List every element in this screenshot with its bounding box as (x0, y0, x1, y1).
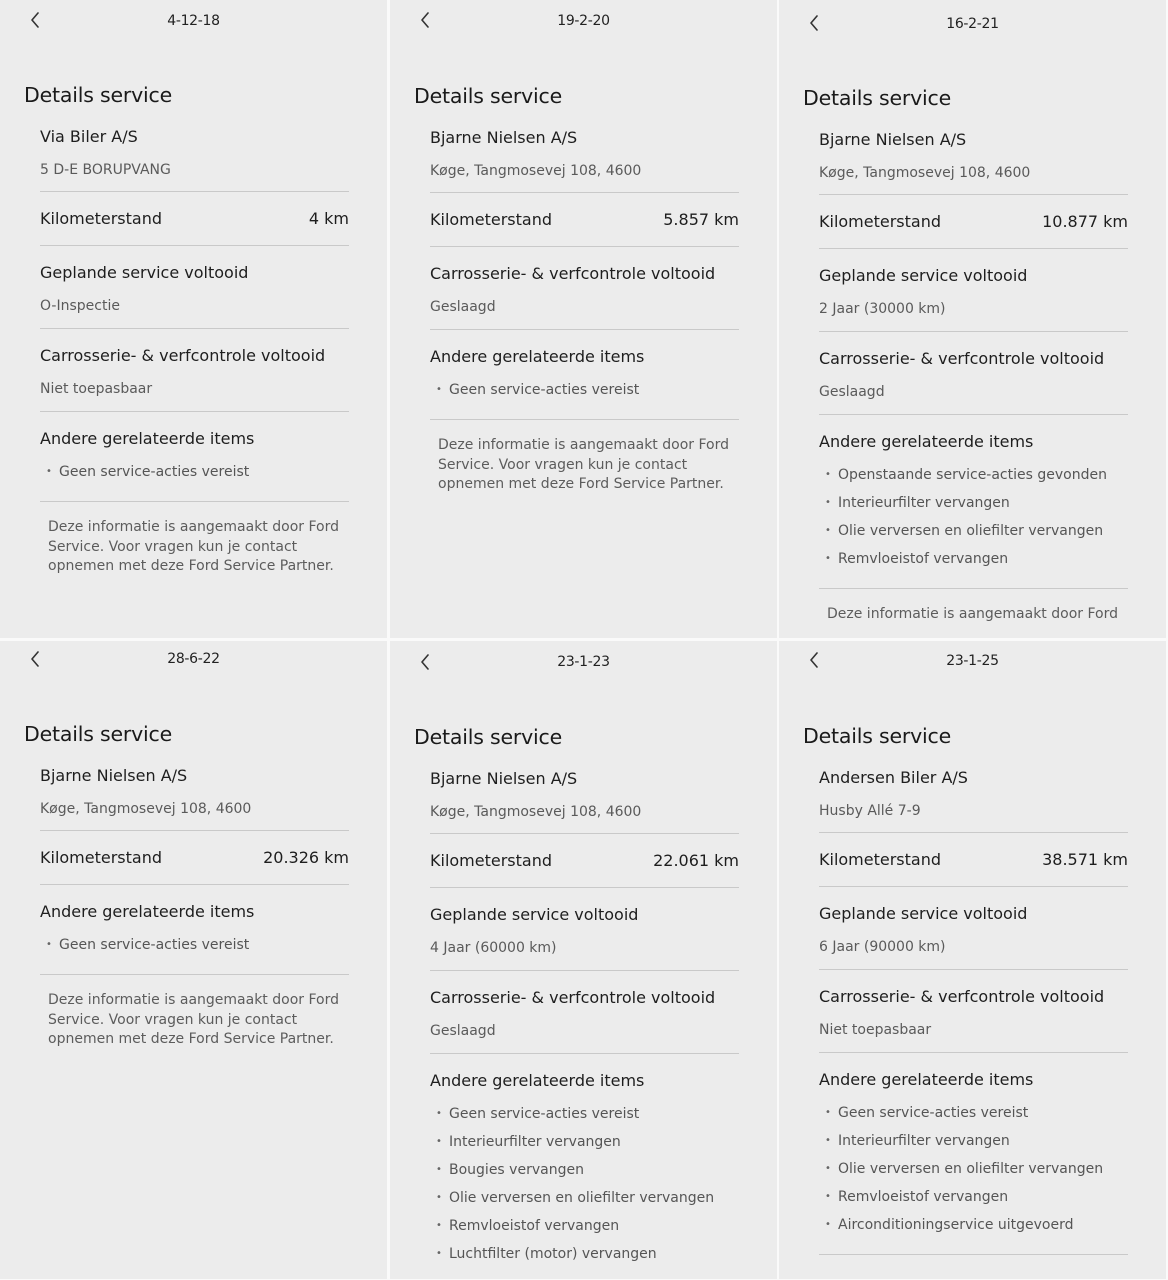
body-paint-check-section (40, 329, 349, 412)
service-detail-screen (0, 0, 387, 638)
body-paint-check-label: Carrosserie- & verfcontrole voltooid (430, 988, 716, 1007)
page-title: Details service (24, 83, 173, 107)
dealer-address: Køge, Tangmosevej 108, 4600 (430, 804, 642, 820)
related-items-label: Andere gerelateerde items (819, 1070, 1034, 1089)
planned-service-label: Geplande service voltooid (40, 263, 249, 282)
related-items-list (430, 367, 739, 419)
list-item: • Interieurfilter vervangen (819, 494, 1128, 512)
related-items-label: Andere gerelateerde items (819, 432, 1034, 451)
service-date: 23-1-25 (946, 653, 999, 669)
planned-service-label: Geplande service voltooid (430, 905, 639, 924)
service-date: 4-12-18 (167, 13, 220, 29)
related-items-list (430, 1091, 739, 1279)
top-bar (779, 641, 1166, 681)
dealer-name: Bjarne Nielsen A/S (819, 130, 967, 149)
mileage-row (430, 834, 739, 887)
planned-service-value: O-Inspectie (40, 298, 120, 314)
mileage-row (40, 831, 349, 884)
mileage-label: Kilometerstand (40, 848, 163, 867)
mileage-row (819, 195, 1128, 248)
dealer-address: Køge, Tangmosevej 108, 4600 (819, 165, 1031, 181)
dealer-section (819, 766, 1128, 833)
list-item: • Openstaande service-acties gevonden (819, 466, 1128, 484)
list-item: • Geen service-acties vereist (430, 1105, 739, 1123)
list-item: • Interieurfilter vervangen (430, 1133, 739, 1151)
list-item: • Remvloeistof vervangen (430, 1217, 739, 1235)
list-item: • Geen service-acties vereist (40, 936, 349, 954)
details-content (414, 84, 777, 495)
planned-service-value: 4 Jaar (60000 km) (430, 940, 557, 956)
mileage-label: Kilometerstand (430, 210, 553, 229)
body-paint-check-section (430, 971, 739, 1054)
related-items-section (819, 415, 1128, 589)
body-paint-check-label: Carrosserie- & verfcontrole voltooid (430, 264, 716, 283)
service-date: 28-6-22 (167, 651, 220, 667)
list-item: • Remvloeistof vervangen (819, 550, 1128, 568)
page-title: Details service (24, 722, 173, 746)
planned-service-section (819, 249, 1128, 332)
body-paint-check-value: Niet toepasbaar (40, 381, 153, 397)
mileage-value: 4 km (308, 209, 349, 228)
mileage-value: 38.571 km (1042, 850, 1128, 869)
dealer-address: Køge, Tangmosevej 108, 4600 (430, 163, 642, 179)
list-item: • Olie verversen en oliefilter vervangen (819, 522, 1128, 540)
list-item: • Geen service-acties vereist (430, 381, 739, 399)
related-items-label: Andere gerelateerde items (430, 1071, 645, 1090)
dealer-name: Bjarne Nielsen A/S (430, 128, 578, 147)
mileage-label: Kilometerstand (819, 212, 942, 231)
page-title: Details service (803, 724, 952, 748)
list-item: • Geen service-acties vereist (819, 1104, 1128, 1122)
body-paint-check-section (819, 970, 1128, 1053)
dealer-address: Husby Allé 7-9 (819, 803, 921, 819)
related-items-list (40, 449, 349, 501)
service-detail-screen (390, 641, 777, 1279)
body-paint-check-value: Geslaagd (430, 299, 496, 315)
mileage-value: 10.877 km (1042, 212, 1128, 231)
body-paint-check-label: Carrosserie- & verfcontrole voltooid (819, 349, 1105, 368)
list-item: • Airconditioningservice uitgevoerd (819, 1216, 1128, 1234)
list-item: • Geen service-acties vereist (40, 463, 349, 481)
page-title: Details service (414, 725, 563, 749)
dealer-section (819, 128, 1128, 195)
body-paint-check-value: Geslaagd (819, 384, 885, 400)
list-item: • Interieurfilter vervangen (819, 1132, 1128, 1150)
service-detail-screen (779, 641, 1166, 1279)
mileage-section (40, 192, 349, 246)
top-bar (0, 641, 387, 681)
info-note: Deze informatie is aangemaakt door Ford Service. Voor vragen kun je contact opnemen met deze Ford Service Partner. (48, 519, 339, 574)
planned-service-label: Geplande service voltooid (819, 266, 1028, 285)
list-item: • Remvloeistof vervangen (819, 1188, 1128, 1206)
dealer-section (430, 767, 739, 834)
list-item: • Luchtfilter (motor) vervangen (430, 1245, 739, 1263)
service-date: 23-1-23 (557, 654, 610, 670)
planned-service-section (819, 887, 1128, 970)
top-bar (0, 0, 387, 40)
related-items-section (430, 1054, 739, 1279)
related-items-label: Andere gerelateerde items (430, 347, 645, 366)
service-date: 19-2-20 (557, 13, 610, 29)
mileage-label: Kilometerstand (430, 851, 553, 870)
details-content (803, 86, 1166, 625)
info-note: Deze informatie is aangemaakt door Ford (827, 606, 1118, 622)
dealer-name: Bjarne Nielsen A/S (40, 766, 188, 785)
body-paint-check-label: Carrosserie- & verfcontrole voltooid (40, 346, 326, 365)
details-content (24, 83, 387, 577)
related-items-list (819, 1090, 1128, 1254)
list-item: • Olie verversen en oliefilter vervangen (819, 1160, 1128, 1178)
mileage-section (430, 193, 739, 247)
mileage-row (430, 193, 739, 246)
dealer-section (40, 764, 349, 831)
related-items-label: Andere gerelateerde items (40, 902, 255, 921)
dealer-section (430, 126, 739, 193)
top-bar (390, 0, 777, 40)
related-items-section (819, 1053, 1128, 1255)
list-item: • Bougies vervangen (430, 1161, 739, 1179)
planned-service-label: Geplande service voltooid (819, 904, 1028, 923)
related-items-list (40, 922, 349, 974)
top-bar (390, 641, 777, 681)
mileage-label: Kilometerstand (40, 209, 163, 228)
mileage-value: 20.326 km (263, 848, 349, 867)
mileage-section (40, 831, 349, 885)
page-title: Details service (803, 86, 952, 110)
body-paint-check-value: Niet toepasbaar (819, 1022, 932, 1038)
body-paint-check-value: Geslaagd (430, 1023, 496, 1039)
dealer-address: Køge, Tangmosevej 108, 4600 (40, 801, 252, 817)
info-note: Deze informatie is aangemaakt door Ford Service. Voor vragen kun je contact opnemen met deze Ford Service Partner. (48, 992, 339, 1047)
body-paint-check-label: Carrosserie- & verfcontrole voltooid (819, 987, 1105, 1006)
dealer-section (40, 125, 349, 192)
related-items-list (819, 452, 1128, 588)
mileage-section (819, 195, 1128, 249)
dealer-name: Via Biler A/S (40, 127, 138, 146)
service-detail-screen (779, 0, 1166, 638)
service-date: 16-2-21 (946, 16, 999, 32)
page-title: Details service (414, 84, 563, 108)
mileage-label: Kilometerstand (819, 850, 942, 869)
related-items-section (430, 330, 739, 420)
related-items-section (40, 885, 349, 975)
top-bar (779, 0, 1166, 40)
details-content (803, 724, 1166, 1255)
mileage-row (819, 833, 1128, 886)
related-items-label: Andere gerelateerde items (40, 429, 255, 448)
service-detail-screen (0, 641, 387, 1279)
mileage-row (40, 192, 349, 245)
dealer-address: 5 D-E BORUPVANG (40, 162, 171, 178)
body-paint-check-section (819, 332, 1128, 415)
service-detail-screen (390, 0, 777, 638)
info-note: Deze informatie is aangemaakt door Ford Service. Voor vragen kun je contact opnemen met deze Ford Service Partner. (438, 437, 729, 492)
body-paint-check-section (430, 247, 739, 330)
list-item: • Olie verversen en oliefilter vervangen (430, 1189, 739, 1207)
dealer-name: Bjarne Nielsen A/S (430, 769, 578, 788)
planned-service-section (40, 246, 349, 329)
details-content (24, 722, 387, 1050)
related-items-section (40, 412, 349, 502)
mileage-section (430, 834, 739, 888)
details-content (414, 725, 777, 1279)
dealer-name: Andersen Biler A/S (819, 768, 968, 787)
mileage-section (819, 833, 1128, 887)
planned-service-value: 6 Jaar (90000 km) (819, 939, 946, 955)
planned-service-value: 2 Jaar (30000 km) (819, 301, 946, 317)
planned-service-section (430, 888, 739, 971)
mileage-value: 22.061 km (653, 851, 739, 870)
mileage-value: 5.857 km (663, 210, 739, 229)
